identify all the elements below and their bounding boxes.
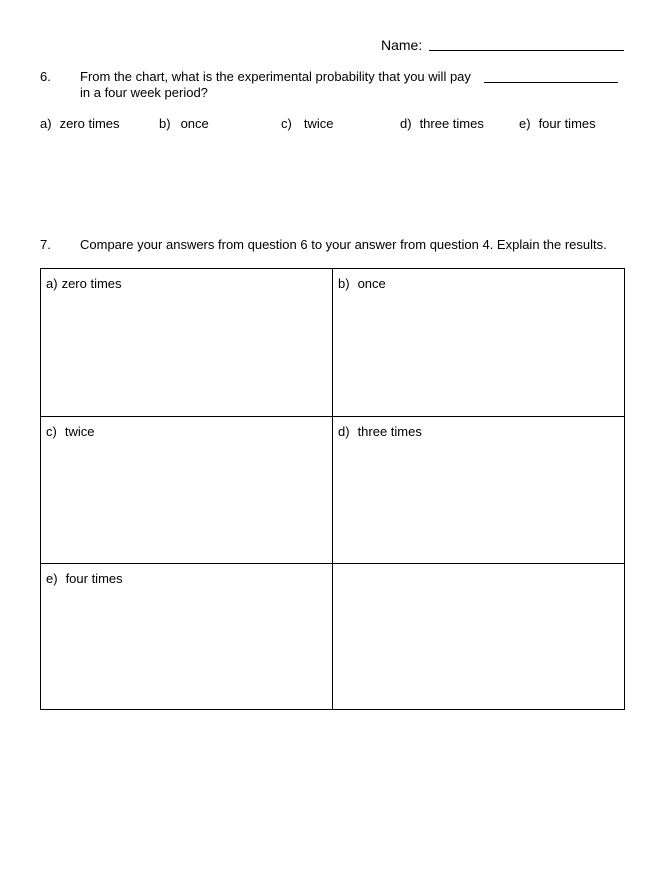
answer-cell-d[interactable] bbox=[333, 417, 624, 563]
answer-cell-b-text: once bbox=[357, 276, 386, 291]
option-b-text: once bbox=[180, 116, 209, 131]
option-c-text: twice bbox=[303, 116, 334, 131]
option-a bbox=[40, 116, 120, 131]
option-c bbox=[281, 116, 333, 131]
answer-cell-a[interactable] bbox=[41, 269, 332, 416]
answer-cell-e-text: four times bbox=[65, 571, 123, 586]
option-a-text: zero times bbox=[59, 116, 120, 131]
option-b-letter: b) bbox=[159, 116, 171, 131]
answer-cell-d-label bbox=[338, 424, 422, 439]
answer-cell-a-label bbox=[46, 276, 122, 291]
option-e bbox=[519, 116, 596, 131]
answer-cell-a-letter: a) bbox=[46, 276, 58, 291]
option-a-letter: a) bbox=[40, 116, 52, 131]
option-d bbox=[400, 116, 484, 131]
question-6-number: 6. bbox=[40, 69, 51, 84]
option-e-letter: e) bbox=[519, 116, 531, 131]
answer-cell-b-label bbox=[338, 276, 386, 291]
option-e-text: four times bbox=[538, 116, 596, 131]
answer-cell-d-text: three times bbox=[357, 424, 422, 439]
option-c-letter: c) bbox=[281, 116, 292, 131]
answer-cell-c-label bbox=[46, 424, 94, 439]
answer-cell-a-text: zero times bbox=[61, 276, 122, 291]
answer-cell-d-letter: d) bbox=[338, 424, 350, 439]
option-d-text: three times bbox=[419, 116, 484, 131]
question-6-text-line2: in a four week period? bbox=[80, 85, 208, 100]
answer-cell-e-letter: e) bbox=[46, 571, 58, 586]
answer-grid bbox=[40, 268, 625, 710]
answer-cell-c[interactable] bbox=[41, 417, 332, 563]
name-label: Name: bbox=[381, 37, 423, 53]
answer-cell-c-text: twice bbox=[64, 424, 95, 439]
question-6-answer-blank[interactable] bbox=[484, 82, 618, 83]
option-d-letter: d) bbox=[400, 116, 412, 131]
answer-cell-e[interactable] bbox=[41, 564, 332, 709]
answer-cell-b-letter: b) bbox=[338, 276, 350, 291]
answer-cell-b[interactable] bbox=[333, 269, 624, 416]
question-7-text: Compare your answers from question 6 to your answer from question 4. Explain the results. bbox=[80, 237, 607, 252]
answer-cell-e-label bbox=[46, 571, 123, 586]
answer-cell-empty[interactable] bbox=[333, 564, 624, 709]
question-7-number: 7. bbox=[40, 237, 51, 252]
answer-cell-c-letter: c) bbox=[46, 424, 57, 439]
option-b bbox=[159, 116, 209, 131]
question-6-text-line1: From the chart, what is the experimental probability that you will pay bbox=[80, 69, 471, 84]
name-input-line[interactable] bbox=[429, 50, 624, 51]
